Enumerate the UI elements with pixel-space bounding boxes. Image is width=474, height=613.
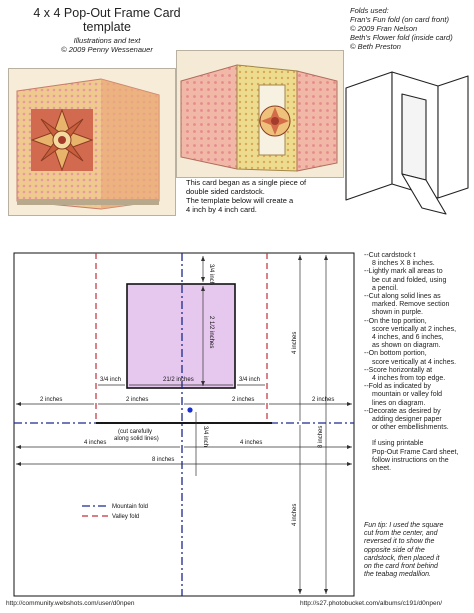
dim-8-vertical: 8 inches	[318, 425, 324, 448]
fold-wireframe-illustration	[342, 64, 472, 226]
title-line-1: 4 x 4 Pop-Out Frame Card	[33, 6, 181, 20]
instruction-4b: score vertically at 2 inches,	[372, 325, 457, 333]
fun-tip-line-5: cardstock, then placed it	[364, 554, 440, 562]
caption-line-1: This card began as a single piece of	[186, 178, 307, 187]
dim-8-horizontal: 8 inches	[152, 457, 175, 463]
footer-url-left[interactable]: http://community.webshots.com/user/d0npen	[6, 600, 135, 607]
instruction-3c: shown in purple.	[372, 309, 423, 317]
instruction-8b: adding designer paper	[372, 416, 442, 424]
fun-tip-line-6: on the card front behind	[364, 563, 438, 571]
cut-note-line-1: (cut carefully	[118, 429, 153, 435]
dim-4-vertical-bottom: 4 inches	[292, 503, 298, 526]
dim-3-4-bottom: 3/4 inch	[202, 426, 208, 448]
instruction-7b: mountain or valley fold	[372, 391, 443, 399]
instruction-7c: lines on diagram.	[372, 399, 426, 407]
instruction-2b: be cut and folded, using	[372, 276, 447, 284]
footer-url-right[interactable]: http://s27.photobucket.com/albums/c191/d0npen/	[300, 600, 443, 607]
folds-line-1: Fran's Fun fold (on card front)	[350, 15, 449, 24]
instruction-4d: as shown on diagram.	[372, 342, 441, 350]
card-caption	[186, 178, 346, 214]
dim-3-4-left: 3/4 inch	[100, 377, 122, 383]
instruction-2c: a pencil.	[372, 284, 399, 292]
dim-2-far-right: 2 inches	[312, 397, 335, 403]
folds-heading: Folds used:	[350, 6, 389, 15]
fun-tip-line-3: reversed it to show the	[364, 538, 435, 546]
fun-tip-line-1: Fun tip: I used the square	[364, 522, 444, 529]
instructions-list	[364, 252, 472, 473]
instruction-4: --On the top portion,	[364, 317, 427, 325]
fun-tip	[364, 522, 472, 579]
fun-tip-line-2: cut from the center, and	[364, 530, 438, 538]
fun-tip-line-4: opposite side of the	[364, 546, 425, 554]
instruction-8: --Decorate as desired by	[364, 407, 441, 415]
instruction-6b: 4 inches from top edge.	[372, 375, 446, 383]
instruction-4c: 4 inches, and 6 inches,	[372, 334, 444, 342]
title-line-2: template	[83, 20, 131, 34]
dim-3-4-top: 3/4 inch	[208, 264, 214, 286]
dim-2-left: 2 inches	[40, 397, 63, 403]
folds-line-4: © Beth Preston	[350, 42, 401, 51]
instruction-1: --Cut cardstock t	[364, 252, 416, 259]
dim-4-right: 4 inches	[240, 440, 263, 446]
legend-mountain-label: Mountain fold	[112, 504, 149, 510]
cut-note-line-2: along solid lines)	[114, 436, 159, 442]
byline	[32, 36, 182, 54]
legend-valley-label: Valley fold	[112, 514, 140, 520]
card-front-photo	[8, 68, 176, 216]
byline-line-2: © 2009 Penny Wessenauer	[61, 45, 153, 54]
byline-line-1: Illustrations and text	[73, 36, 141, 45]
caption-line-3: The template below will create a	[186, 196, 294, 205]
marker-dot	[187, 407, 192, 412]
folds-line-2: © 2009 Fran Nelson	[350, 24, 418, 33]
dim-4-left: 4 inches	[84, 440, 107, 446]
fun-tip-line-7: the teabag medallion.	[364, 571, 431, 579]
dim-2-1-2-vertical: 2 1/2 inches	[208, 316, 214, 349]
instruction-8c: or other embellishments.	[372, 424, 449, 432]
template-diagram	[0, 236, 362, 613]
dim-3-4-right: 3/4 inch	[239, 377, 261, 383]
instruction-1b: 8 inches X 8 inches.	[372, 260, 435, 268]
instruction-5b: score vertically at 4 inches.	[372, 358, 457, 366]
instruction-3: --Cut along solid lines as	[364, 293, 441, 301]
printable-note-3: follow instructions on the	[372, 456, 449, 464]
dim-2-center: 2 inches	[126, 397, 149, 403]
instruction-7: --Fold as indicated by	[364, 383, 431, 391]
instruction-6: --Score horizontally at	[364, 366, 433, 374]
dim-2-right: 2 inches	[232, 397, 255, 403]
card-inside-photo	[176, 50, 344, 178]
instruction-2: --Lightly mark all areas to	[364, 268, 443, 276]
printable-note-1: If using printable	[372, 440, 424, 448]
folds-line-3: Beth's Flower fold (inside card)	[350, 33, 453, 42]
printable-note-2: Pop-Out Frame Card sheet,	[372, 448, 459, 456]
caption-line-2: double sided cardstock.	[186, 187, 265, 196]
caption-line-4: 4 inch by 4 inch card.	[186, 205, 257, 214]
dim-4-vertical-top: 4 inches	[292, 331, 298, 354]
dim-2-1-2-horizontal: 21/2 inches	[163, 377, 194, 383]
printable-note-4: sheet.	[372, 465, 392, 473]
page-title	[32, 6, 182, 34]
instruction-5: --On bottom portion,	[364, 350, 427, 358]
cutout-section	[127, 284, 235, 388]
folds-credits	[350, 6, 474, 51]
instruction-3b: marked. Remove section	[372, 301, 450, 309]
